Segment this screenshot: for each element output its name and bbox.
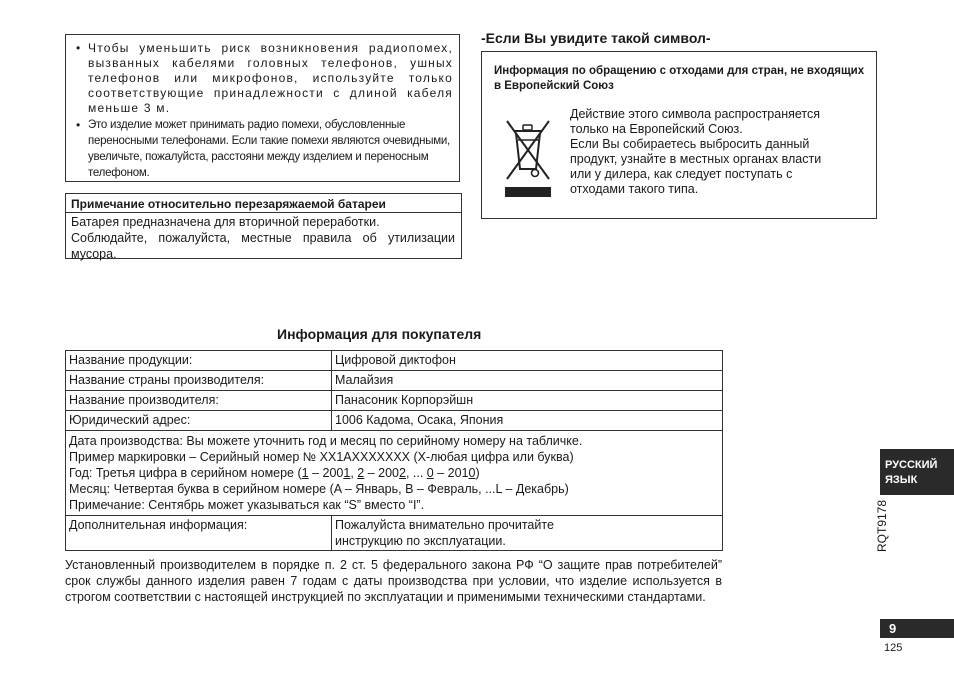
date-line: Примечание: Сентябрь может указываться как “S” вместо “I”. bbox=[69, 498, 425, 512]
production-date-info bbox=[66, 431, 723, 516]
year-digit: 2 bbox=[399, 466, 406, 480]
row-value bbox=[332, 516, 723, 551]
year-digit: 1 bbox=[343, 466, 351, 480]
table-row bbox=[66, 516, 723, 551]
year-text: , ... bbox=[405, 466, 427, 480]
year-text: Год: Третья цифра в серийном номере ( bbox=[69, 466, 302, 480]
table-row bbox=[66, 371, 723, 391]
service-life-statement: Установленный производителем в порядке п. 2 ст. 5 федерального закона РФ “О защите прав потребителей” срок службы данного изделия равен 7 годам с даты производства при условии, что изделие используется в строгом соответствии с настоящей инструкцией по эксплуатации и применимыми техническими стандартами. bbox=[65, 558, 722, 604]
document-code: RQT9178 bbox=[875, 499, 889, 552]
waste-text-line: Действие этого символа распространяется bbox=[570, 107, 821, 121]
table-row bbox=[66, 411, 723, 431]
row-label: Юридический адрес: bbox=[66, 411, 332, 431]
year-text: , bbox=[350, 466, 358, 480]
section-number: 9 bbox=[880, 619, 954, 638]
crossed-out-wheelie-bin-icon bbox=[502, 117, 554, 199]
bullet-cable-length: • Чтобы уменьшить риск возникновения радиопомех, вызванных кабелями головных телефонов, ушных телефонов или микрофонов, используйте только соответствующие принадлежности с длиной кабеля меньше 3 м. bbox=[88, 41, 453, 116]
table-row bbox=[66, 351, 723, 371]
waste-text-line: или у дилера, как следует поступать с bbox=[570, 167, 793, 181]
waste-text-line: Если Вы собираетесь выбросить данный bbox=[570, 137, 810, 151]
year-digit: 0 bbox=[468, 466, 476, 480]
battery-note-line2: Соблюдайте, пожалуйста, местные правила об утилизации bbox=[71, 231, 455, 245]
waste-text-line: отходами такого типа. bbox=[570, 182, 699, 196]
language-label: РУССКИЙ bbox=[885, 459, 938, 471]
extra-info-line: Пожалуйста внимательно прочитайте bbox=[335, 518, 554, 532]
bullet-phone-interference: • Это изделие может принимать радио помехи, обусловленные переносными телефонами. Если такие помехи являются очевидными, увеличьте, пожалуйста, расстояни между изделием и переносным телефоном. bbox=[88, 117, 453, 181]
waste-text-line: продукт, узнайте в местных органах власти bbox=[570, 152, 822, 166]
row-label: Название производителя: bbox=[66, 391, 332, 411]
battery-note bbox=[65, 193, 462, 259]
battery-note-line3: мусора. bbox=[71, 247, 117, 261]
date-line: Пример маркировки – Серийный номер № XX1AXXXXXXX (X-любая цифра или буква) bbox=[69, 450, 574, 464]
table-row bbox=[66, 391, 723, 411]
buyer-info-title: Информация для покупателя bbox=[277, 326, 482, 342]
row-value: Малайзия bbox=[332, 371, 723, 391]
row-label: Название продукции: bbox=[66, 351, 332, 371]
row-value: 1006 Кадома, Осака, Япония bbox=[332, 411, 723, 431]
waste-text-line: только на Европейский Союз. bbox=[570, 122, 743, 136]
battery-note-line1: Батарея предназначена для вторичной переработки. bbox=[71, 215, 380, 229]
year-text: – 200 bbox=[364, 466, 399, 480]
buyer-info-table bbox=[65, 350, 723, 551]
year-text: – 201 bbox=[433, 466, 469, 480]
waste-disposal-heading: Информация по обращению с отходами для стран, не входящих в Европейский Союз bbox=[494, 65, 865, 92]
date-line: Месяц: Четвертая буква в серийном номере (A – Январь, B – Февраль, ...L – Декабрь) bbox=[69, 482, 569, 496]
year-digit: 2 bbox=[357, 466, 365, 480]
language-tab bbox=[880, 449, 954, 495]
year-text: ) bbox=[475, 466, 480, 480]
year-line bbox=[69, 465, 719, 481]
extra-info-line: инструкцию по эксплуатации. bbox=[335, 534, 506, 548]
row-label: Дополнительная информация: bbox=[66, 516, 332, 551]
language-label: ЯЗЫК bbox=[885, 474, 918, 486]
date-line: Дата производства: Вы можете уточнить год и месяц по серийному номеру на табличке. bbox=[69, 434, 583, 448]
year-text: – 200 bbox=[308, 466, 344, 480]
symbol-section-title: -Если Вы увидите такой символ- bbox=[481, 30, 711, 46]
waste-disposal-info bbox=[481, 51, 877, 219]
battery-note-title: Примечание относительно перезаряжаемой батареи bbox=[66, 196, 461, 213]
row-value: Панасоник Корпорэйшн bbox=[332, 391, 723, 411]
year-digit: 0 bbox=[426, 466, 434, 480]
row-label: Название страны производителя: bbox=[66, 371, 332, 391]
page-number: 125 bbox=[884, 642, 903, 654]
waste-disposal-text bbox=[570, 107, 860, 197]
year-digit: 1 bbox=[301, 466, 309, 480]
radio-interference-notes bbox=[65, 34, 460, 182]
table-row bbox=[66, 431, 723, 516]
row-value: Цифровой диктофон bbox=[332, 351, 723, 371]
